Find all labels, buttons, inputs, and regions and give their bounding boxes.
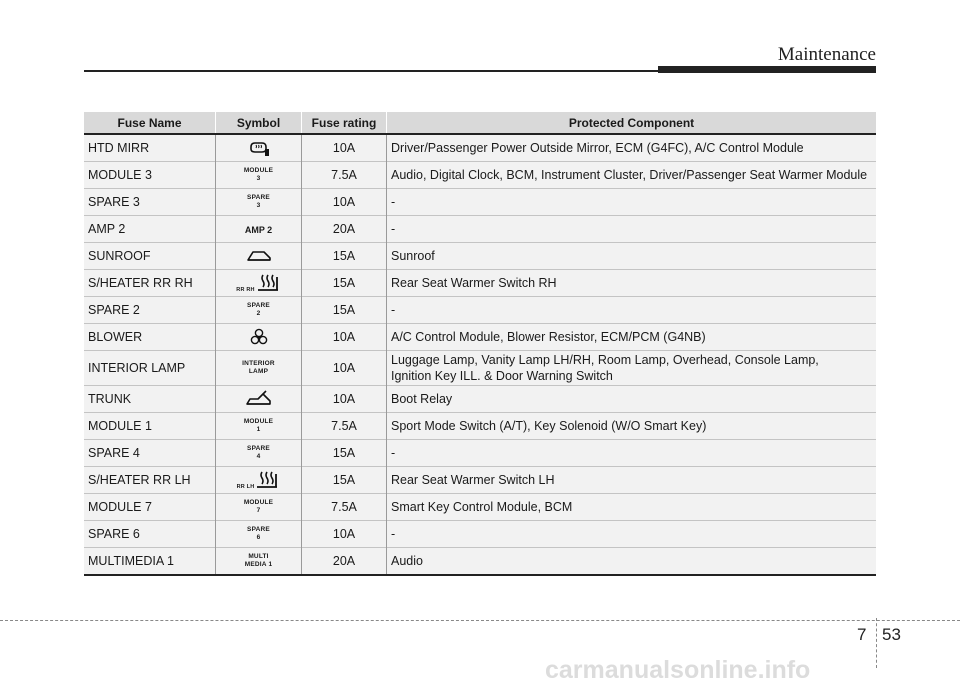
fuse-name: SPARE 6 <box>84 521 216 548</box>
seat-heater-icon <box>254 470 280 488</box>
footer-dashed-rule <box>0 620 960 621</box>
table-row <box>84 270 876 297</box>
fuse-rating: 10A <box>302 189 387 216</box>
fuse-rating: 20A <box>302 216 387 243</box>
protected-component-text: Driver/Passenger Power Outside Mirror, ECM (G4FC), A/C Control Module <box>391 141 804 155</box>
protected-component <box>387 440 877 467</box>
fuse-table-body <box>84 134 876 575</box>
column-header-symbol: Symbol <box>216 112 302 134</box>
protected-component-text: - <box>391 527 396 541</box>
fuse-symbol <box>216 413 302 440</box>
heated-mirror-icon <box>220 139 297 157</box>
fuse-symbol-text: MODULE <box>243 499 274 507</box>
fuse-rating: 10A <box>302 521 387 548</box>
fuse-symbol-text: MODULE <box>243 167 274 175</box>
table-row <box>84 297 876 324</box>
fuse-rating: 10A <box>302 386 387 413</box>
fuse-symbol-label <box>247 526 270 541</box>
fuse-symbol <box>216 467 302 494</box>
fuse-rating: 7.5A <box>302 494 387 521</box>
protected-component-text: - <box>391 195 396 209</box>
fuse-symbol <box>216 351 302 386</box>
protected-component-text: - <box>391 303 396 317</box>
chapter-number: 7 <box>857 625 867 644</box>
fuse-symbol-text: RR LH <box>236 483 255 490</box>
fuse-symbol <box>216 243 302 270</box>
fuse-rating: 10A <box>302 324 387 351</box>
fuse-rating: 15A <box>302 467 387 494</box>
fuse-symbol <box>216 521 302 548</box>
fuse-symbol-label <box>245 553 273 568</box>
fuse-symbol-label <box>247 302 270 317</box>
fuse-symbol <box>216 162 302 189</box>
fuse-rating: 15A <box>302 270 387 297</box>
seat-heater-icon <box>255 273 281 291</box>
fuse-symbol-label <box>236 287 254 293</box>
protected-component <box>387 297 877 324</box>
fuse-name: AMP 2 <box>84 216 216 243</box>
protected-component <box>387 270 877 297</box>
protected-component <box>387 386 877 413</box>
fuse-symbol-text: MEDIA 1 <box>244 560 273 568</box>
protected-component <box>387 189 877 216</box>
fuse-symbol-label <box>244 499 273 514</box>
sunroof-icon <box>220 248 297 264</box>
fuse-name: S/HEATER RR RH <box>84 270 216 297</box>
header-rule-accent <box>658 66 876 73</box>
table-row <box>84 467 876 494</box>
fuse-name: INTERIOR LAMP <box>84 351 216 386</box>
fuse-symbol-text: LAMP <box>248 367 269 375</box>
fuse-rating: 10A <box>302 134 387 162</box>
page-section-title: Maintenance <box>777 44 876 65</box>
fuse-table <box>84 112 876 576</box>
fuse-symbol <box>216 189 302 216</box>
protected-component <box>387 162 877 189</box>
fuse-symbol-text: MULTI <box>248 553 269 561</box>
fuse-rating: 15A <box>302 297 387 324</box>
fuse-symbol <box>216 324 302 351</box>
table-row <box>84 386 876 413</box>
fuse-name: SPARE 2 <box>84 297 216 324</box>
fuse-symbol <box>216 297 302 324</box>
fuse-symbol-text: SPARE <box>247 445 270 453</box>
protected-component <box>387 494 877 521</box>
protected-component-text: Audio <box>391 554 423 568</box>
protected-component-text: Rear Seat Warmer Switch RH <box>391 276 557 290</box>
protected-component-text: Sunroof <box>391 249 435 263</box>
fuse-name: MODULE 7 <box>84 494 216 521</box>
fuse-symbol-label <box>237 484 255 490</box>
fuse-rating: 10A <box>302 351 387 386</box>
protected-component <box>387 413 877 440</box>
fuse-name: HTD MIRR <box>84 134 216 162</box>
fuse-symbol <box>216 440 302 467</box>
column-header-fuse-name: Fuse Name <box>84 112 216 134</box>
table-row <box>84 413 876 440</box>
fuse-name: MODULE 1 <box>84 413 216 440</box>
fuse-rating: 7.5A <box>302 162 387 189</box>
fuse-symbol-text: 2 <box>256 309 261 317</box>
table-row <box>84 548 876 576</box>
protected-component <box>387 351 877 386</box>
protected-component-text: Rear Seat Warmer Switch LH <box>391 473 555 487</box>
fuse-rating: 7.5A <box>302 413 387 440</box>
protected-component-text: A/C Control Module, Blower Resistor, ECM/PCM (G4NB) <box>391 330 706 344</box>
protected-component-text: Luggage Lamp, Vanity Lamp LH/RH, Room Lamp, Overhead, Console Lamp, <box>391 353 819 367</box>
fuse-symbol-text: 3 <box>256 201 261 209</box>
protected-component <box>387 548 877 576</box>
protected-component <box>387 243 877 270</box>
table-row <box>84 243 876 270</box>
fuse-symbol <box>216 134 302 162</box>
protected-component-text: Smart Key Control Module, BCM <box>391 500 573 514</box>
fuse-symbol-label <box>242 360 275 375</box>
protected-component-text: Boot Relay <box>391 392 453 406</box>
fuse-name: S/HEATER RR LH <box>84 467 216 494</box>
table-header-row <box>84 112 876 134</box>
table-row <box>84 324 876 351</box>
fuse-symbol-text: 6 <box>256 533 261 541</box>
fuse-symbol-label <box>245 225 272 235</box>
fuse-name: BLOWER <box>84 324 216 351</box>
fuse-name: MODULE 3 <box>84 162 216 189</box>
fuse-name: TRUNK <box>84 386 216 413</box>
protected-component-text: Ignition Key ILL. & Door Warning Switch <box>391 369 613 383</box>
table-row <box>84 494 876 521</box>
fuse-rating: 20A <box>302 548 387 576</box>
fuse-rating: 15A <box>302 243 387 270</box>
table-row <box>84 216 876 243</box>
watermark: carmanualsonline.info <box>545 656 811 684</box>
fuse-symbol-text: RR RH <box>236 286 255 293</box>
fuse-symbol <box>216 386 302 413</box>
fuse-symbol-text: SPARE <box>247 194 270 202</box>
fuse-symbol-text: INTERIOR <box>242 360 275 368</box>
protected-component <box>387 324 877 351</box>
table-row <box>84 134 876 162</box>
column-header-protected-component: Protected Component <box>387 112 877 134</box>
fuse-symbol-text: 3 <box>256 174 261 182</box>
fuse-symbol-text: SPARE <box>247 526 270 534</box>
fuse-symbol <box>216 548 302 576</box>
fuse-symbol-text: AMP 2 <box>244 225 273 235</box>
table-row <box>84 351 876 386</box>
fuse-symbol-label <box>244 418 273 433</box>
fuse-symbol-text: 4 <box>256 452 261 460</box>
fuse-symbol-label <box>247 194 270 209</box>
protected-component-text: - <box>391 446 396 460</box>
protected-component <box>387 216 877 243</box>
protected-component-text: Audio, Digital Clock, BCM, Instrument Cluster, Driver/Passenger Seat Warmer Module <box>391 168 868 182</box>
header-rule <box>84 70 658 72</box>
table-row <box>84 162 876 189</box>
fuse-symbol-label <box>244 167 273 182</box>
protected-component-text: - <box>391 222 396 236</box>
fuse-symbol-text: MODULE <box>243 418 274 426</box>
blower-fan-icon <box>220 327 297 347</box>
page-number: 53 <box>882 625 901 644</box>
fuse-symbol-label <box>247 445 270 460</box>
fuse-symbol-text: SPARE <box>247 302 270 310</box>
table-row <box>84 440 876 467</box>
fuse-name: SPARE 4 <box>84 440 216 467</box>
fuse-name: SPARE 3 <box>84 189 216 216</box>
protected-component <box>387 467 877 494</box>
fuse-symbol <box>216 270 302 297</box>
table-row <box>84 521 876 548</box>
fuse-symbol-text: 7 <box>256 506 261 514</box>
table-row <box>84 189 876 216</box>
trunk-icon <box>220 390 297 408</box>
protected-component <box>387 521 877 548</box>
fuse-symbol-text: 1 <box>256 425 261 433</box>
footer-dashed-divider <box>876 618 877 668</box>
fuse-name: MULTIMEDIA 1 <box>84 548 216 576</box>
column-header-fuse-rating: Fuse rating <box>302 112 387 134</box>
fuse-symbol <box>216 216 302 243</box>
protected-component-text: Sport Mode Switch (A/T), Key Solenoid (W/O Smart Key) <box>391 419 707 433</box>
fuse-name: SUNROOF <box>84 243 216 270</box>
fuse-rating: 15A <box>302 440 387 467</box>
protected-component <box>387 134 877 162</box>
fuse-symbol <box>216 494 302 521</box>
